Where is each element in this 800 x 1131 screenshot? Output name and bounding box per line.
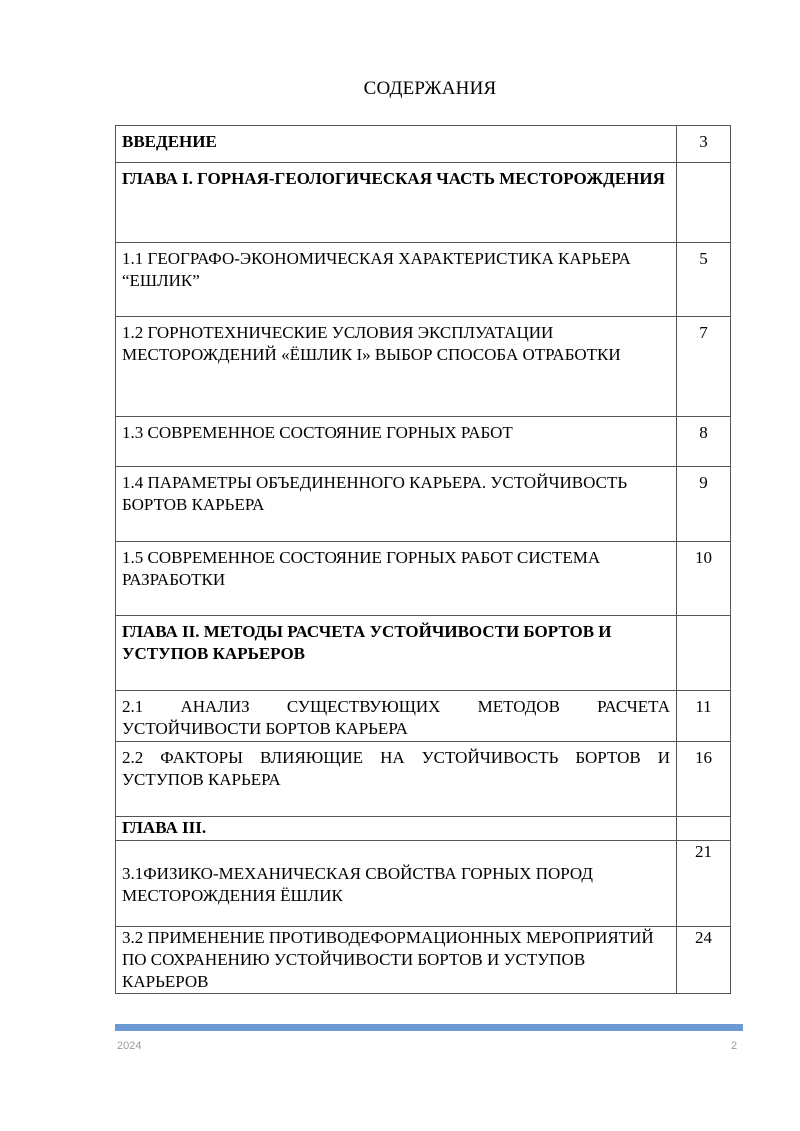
- toc-row: [116, 243, 731, 317]
- toc-page-number: 24: [677, 927, 731, 994]
- toc-row: [116, 542, 731, 616]
- toc-page-number: 16: [677, 742, 731, 817]
- toc-page-number: 10: [677, 542, 731, 616]
- toc-page-number: 5: [677, 243, 731, 317]
- toc-entry-3-2[interactable]: 3.2 ПРИМЕНЕНИЕ ПРОТИВОДЕФОРМАЦИОННЫХ МЕРОПРИЯТИЙ ПО СОХРАНЕНИЮ УСТОЙЧИВОСТИ БОРТОВ И УСТУПОВ КАРЬЕРОВ: [116, 927, 677, 994]
- toc-row: [116, 417, 731, 467]
- toc-entry-1-4[interactable]: 1.4 ПАРАМЕТРЫ ОБЪЕДИНЕННОГО КАРЬЕРА. УСТОЙЧИВОСТЬ БОРТОВ КАРЬЕРА: [116, 467, 677, 542]
- footer-year: 2024: [117, 1040, 142, 1052]
- toc-page-number: [677, 817, 731, 841]
- toc-page-number: 11: [677, 691, 731, 742]
- toc-entry-chapter-2[interactable]: ГЛАВА II. МЕТОДЫ РАСЧЕТА УСТОЙЧИВОСТИ БОРТОВ И УСТУПОВ КАРЬЕРОВ: [116, 616, 677, 691]
- toc-row: [116, 317, 731, 417]
- toc-page-number: [677, 616, 731, 691]
- toc-entry-1-3[interactable]: 1.3 СОВРЕМЕННОЕ СОСТОЯНИЕ ГОРНЫХ РАБОТ: [116, 417, 677, 467]
- toc-entry-chapter-3[interactable]: ГЛАВА III.: [116, 817, 677, 841]
- toc-row: [116, 467, 731, 542]
- toc-page-number: 8: [677, 417, 731, 467]
- toc-entry-intro[interactable]: ВВЕДЕНИЕ: [116, 126, 677, 163]
- toc-row: [116, 163, 731, 243]
- toc-entry-1-5[interactable]: 1.5 СОВРЕМЕННОЕ СОСТОЯНИЕ ГОРНЫХ РАБОТ СИСТЕМА РАЗРАБОТКИ: [116, 542, 677, 616]
- toc-entry-2-1[interactable]: 2.1 АНАЛИЗ СУЩЕСТВУЮЩИХ МЕТОДОВ РАСЧЕТА УСТОЙЧИВОСТИ БОРТОВ КАРЬЕРА: [116, 691, 677, 742]
- toc-row: [116, 841, 731, 927]
- footer-page-number: 2: [731, 1040, 738, 1052]
- page-title: СОДЕРЖАНИЯ: [363, 78, 497, 99]
- toc-page-number: 7: [677, 317, 731, 417]
- toc-page-number: [677, 163, 731, 243]
- toc-row: [116, 927, 731, 994]
- toc-page-number: 9: [677, 467, 731, 542]
- toc-page-number: 3: [677, 126, 731, 163]
- toc-entry-1-2[interactable]: 1.2 ГОРНОТЕХНИЧЕСКИЕ УСЛОВИЯ ЭКСПЛУАТАЦИИ МЕСТОРОЖДЕНИЙ «ЁШЛИК I» ВЫБОР СПОСОБА ОТРАБОТКИ: [116, 317, 677, 417]
- toc-row: [116, 742, 731, 817]
- toc-entry-1-1[interactable]: 1.1 ГЕОГРАФО-ЭКОНОМИЧЕСКАЯ ХАРАКТЕРИСТИКА КАРЬЕРА “ЕШЛИК”: [116, 243, 677, 317]
- toc-entry-chapter-1[interactable]: ГЛАВА I. ГОРНАЯ-ГЕОЛОГИЧЕСКАЯ ЧАСТЬ МЕСТОРОЖДЕНИЯ: [116, 163, 677, 243]
- toc-entry-2-2[interactable]: 2.2 ФАКТОРЫ ВЛИЯЮЩИЕ НА УСТОЙЧИВОСТЬ БОРТОВ И УСТУПОВ КАРЬЕРА: [116, 742, 677, 817]
- toc-page-number: 21: [677, 841, 731, 927]
- toc-row: [116, 126, 731, 163]
- toc-row: [116, 691, 731, 742]
- table-of-contents: [115, 125, 731, 994]
- toc-entry-3-1[interactable]: 3.1ФИЗИКО-МЕХАНИЧЕСКАЯ СВОЙСТВА ГОРНЫХ ПОРОД МЕСТОРОЖДЕНИЯ ЁШЛИК: [116, 841, 677, 927]
- footer-divider: [115, 1024, 743, 1031]
- toc-row: [116, 817, 731, 841]
- toc-row: [116, 616, 731, 691]
